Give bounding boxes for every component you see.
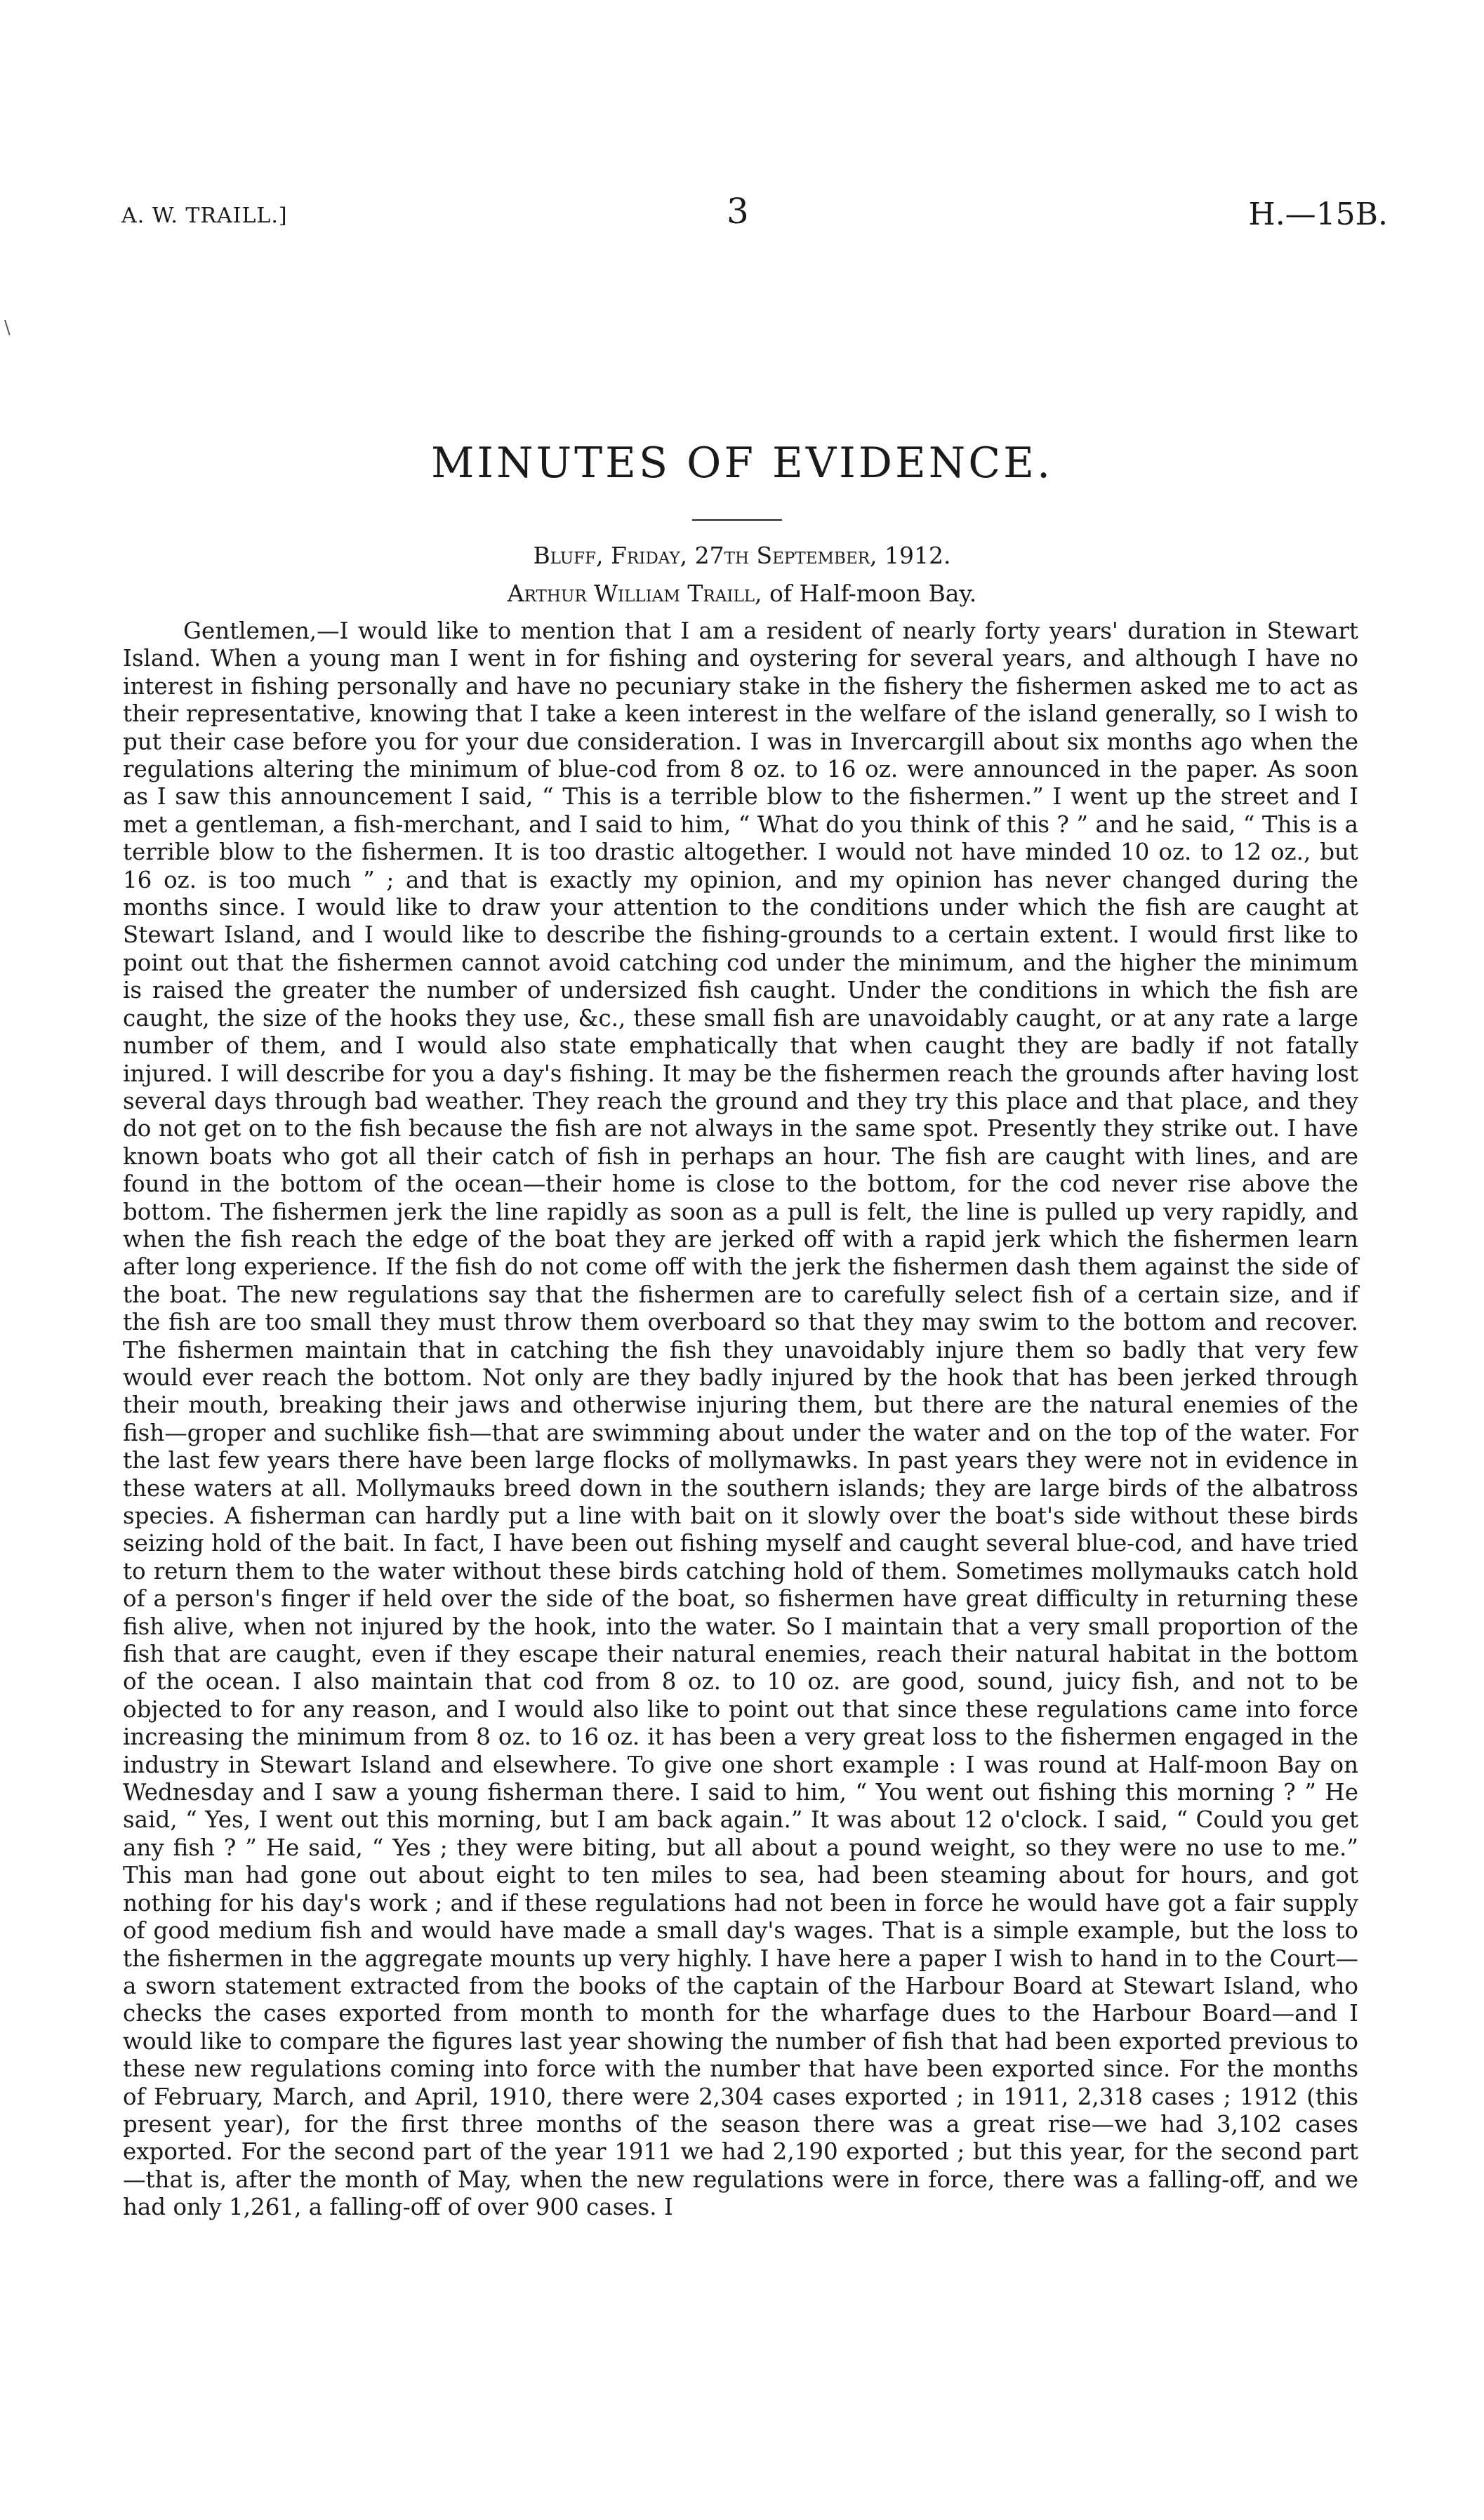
witness-name: Arthur William Traill, bbox=[507, 580, 762, 607]
witness-line bbox=[0, 580, 1484, 607]
title-divider bbox=[692, 519, 782, 521]
page-title: MINUTES OF EVIDENCE. bbox=[430, 439, 1054, 488]
margin-mark: \ bbox=[4, 317, 11, 338]
document-reference: H.—15B. bbox=[1248, 196, 1388, 232]
witness-place: of Half-moon Bay. bbox=[762, 580, 977, 607]
page-number: 3 bbox=[727, 191, 749, 232]
evidence-paragraph: Gentlemen,—I would like to mention that I am a resident of nearly forty years' duration in Stewart Island. When a young man I went in for fishing and oystering for several years, and although I have no interest in fishing personally and have no pecuniary stake in the fishery the fishermen asked me to act as their representative, knowing that I take a keen interest in the welfare of the island generally, so I wish to put their case before you for your due consideration. I was in Invercargill about six months ago when the regulations altering the minimum of blue-cod from 8 oz. to 16 oz. were announced in the paper. As soon as I saw this announcement I said, “ This is a terrible blow to the fishermen.” I went up the street and I met a gentleman, a fish-merchant, and I said to him, “ What do you think of this ? ” and he said, “ This is a terrible blow to the fishermen. It is too drastic altogether. I would not have minded 10 oz. to 12 oz., but 16 oz. is too much ” ; and that is exactly my opinion, and my opinion has never changed during the months since. I would like to draw your attention to the conditions under which the fish are caught at Stewart Island, and I would like to describe the fishing-grounds to a certain extent. I would first like to point out that the fishermen cannot avoid catching cod under the minimum, and the higher the minimum is raised the greater the number of undersized fish caught. Under the conditions in which the fish are caught, the size of the hooks they use, &c., these small fish are unavoidably caught, or at any rate a large number of them, and I would also state emphatically that when caught they are badly if not fatally injured. I will describe for you a day's fishing. It may be the fishermen reach the grounds after having lost several days through bad weather. They reach the ground and they try this place and that place, and they do not get on to the fish because the fish are not always in the same spot. Presently they strike out. I have known boats who got all their catch of fish in perhaps an hour. The fish are caught with lines, and are found in the bottom of the ocean—their home is close to the bottom, for the cod never rise above the bottom. The fishermen jerk the line rapidly as soon as a pull is felt, the line is pulled up very rapidly, and when the fish reach the edge of the boat they are jerked off with a rapid jerk which the fishermen learn after long experience. If the fish do not come off with the jerk the fishermen dash them against the side of the boat. The new regulations say that the fishermen are to carefully select fish of a certain size, and if the fish are too small they must throw them overboard so that they may swim to the bottom and recover. The fishermen maintain that in catching the fish they unavoidably injure them so badly that very few would ever reach the bottom. Not only are they badly injured by the hook that has been jerked through their mouth, breaking their jaws and otherwise injuring them, but there are the natural enemies of the fish—groper and suchlike fish—that are swimming about under the water and on the top of the water. For the last few years there have been large flocks of mollymawks. In past years they were not in evidence in these waters at all. Mollymauks breed down in the southern islands; they are large birds of the albatross species. A fisherman can hardly put a line with bait on it slowly over the boat's side without these birds seizing hold of the bait. In fact, I have been out fishing myself and caught several blue-cod, and have tried to return them to the water without these birds catching hold of them. Sometimes mollymauks catch hold of a person's finger if held over the side of the boat, so fishermen have great difficulty in returning these fish alive, when not injured by the hook, into the water. So I maintain that a very small proportion of the fish that are caught, even if they escape their natural enemies, reach their natural habitat in the bottom of the ocean. I also maintain that cod from 8 oz. to 10 oz. are good, sound, juicy fish, and not to be objected to for any reason, and I would also like to point out that since these regulations came into force increasing the minimum from 8 oz. to 16 oz. it has been a very great loss to the fishermen engaged in the industry in Stewart Island and elsewhere. To give one short example : I was round at Half-moon Bay on Wednesday and I saw a young fisherman there. I said to him, “ You went out fishing this morning ? ” He said, “ Yes, I went out this morning, but I am back again.” It was about 12 o'clock. I said, “ Could you get any fish ? ” He said, “ Yes ; they were biting, but all about a pound weight, so they were no use to me.” This man had gone out about eight to ten miles to sea, had been steaming about for hours, and got nothing for his day's work ; and if these regulations had not been in force he would have got a fair supply of good medium fish and would have made a small day's wages. That is a simple example, but the loss to the fishermen in the aggregate mounts up very highly. I have here a paper I wish to hand in to the Court—a sworn statement extracted from the books of the captain of the Harbour Board at Stewart Island, who checks the cases exported from month to month for the wharfage dues to the Harbour Board—and I would like to compare the figures last year showing the number of fish that had been exported previous to these new regulations coming into force with the number that have been exported since. For the months of February, March, and April, 1910, there were 2,304 cases exported ; in 1911, 2,318 cases ; 1912 (this present year), for the first three months of the season there was a great rise—we had 3,102 cases exported. For the second part of the year 1911 we had 2,190 exported ; but this year, for the second part—that is, after the month of May, when the new regulations were in force, there was a falling-off, and we had only 1,261, a falling-off of over 900 cases. I bbox=[123, 618, 1358, 2221]
running-header-author: A. W. TRAILL.] bbox=[121, 204, 288, 228]
hearing-date-line: Bluff, Friday, 27th September, 1912. bbox=[533, 542, 951, 569]
